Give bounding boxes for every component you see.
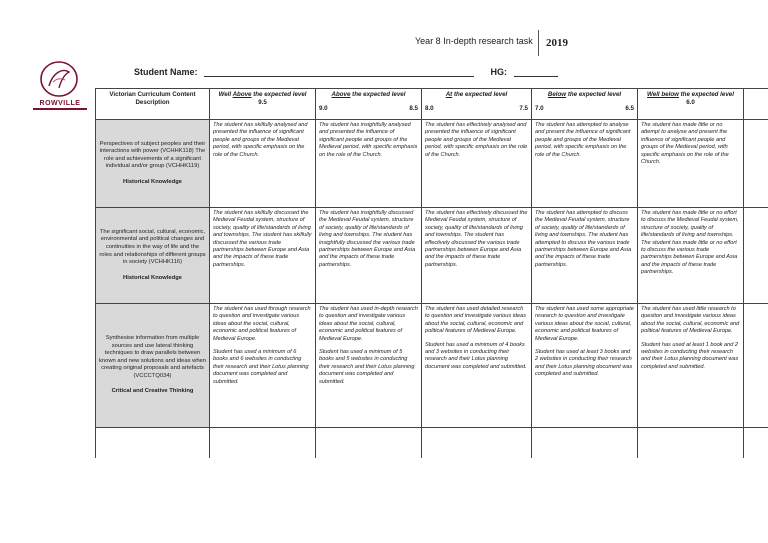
cut-off-cell bbox=[744, 428, 768, 458]
descriptor-cell bbox=[638, 304, 744, 428]
empty-cell bbox=[422, 428, 532, 458]
hg-label: HG: bbox=[490, 67, 508, 77]
descriptor-cell bbox=[316, 208, 422, 304]
level-emph: Above bbox=[331, 91, 351, 98]
level-header bbox=[316, 89, 422, 120]
level-header bbox=[532, 89, 638, 120]
level-emph: Well below bbox=[647, 91, 679, 98]
criterion-cell bbox=[96, 304, 210, 428]
header-title: Year 8 In-depth research task bbox=[415, 36, 533, 46]
criterion-category: Critical and Creative Thinking bbox=[111, 388, 194, 395]
level-header bbox=[638, 89, 744, 120]
header-year: 2019 bbox=[546, 37, 568, 49]
descriptor-cell bbox=[210, 304, 316, 428]
level-score: 9.0 bbox=[319, 104, 328, 112]
level-emph: Below bbox=[547, 91, 567, 98]
cut-off-column bbox=[744, 89, 768, 120]
level-suffix: the expected level bbox=[566, 91, 622, 98]
descriptor-cell bbox=[316, 120, 422, 208]
logo-text: ROWVILLE bbox=[39, 100, 81, 107]
descriptor-text: The student has used little research to question and investigate various ideas about the social, cultural, economic and political features of Medieval Europe. bbox=[641, 306, 740, 335]
level-suffix: the expected level bbox=[452, 91, 508, 98]
descriptor-text: The student has used through research to question and investigate various ideas about the social, cultural, economic and political features of Medieval Europe. bbox=[213, 306, 311, 342]
level-suffix: the expected level bbox=[251, 91, 307, 98]
descriptor-text: Student has used at least 1 book and 2 websites in conducting their research and their Lotus planning document was completed and submitted. bbox=[641, 341, 739, 370]
level-score: 7.5 bbox=[519, 104, 528, 112]
cut-off-cell bbox=[744, 120, 768, 208]
descriptor-text: Student has used a minimum of 5 books and 5 websites in conducting their research and their Lotus planning document was completed and submitted. bbox=[319, 349, 415, 385]
level-score: 6.5 bbox=[625, 104, 634, 112]
hg-field[interactable] bbox=[514, 66, 558, 77]
level-prefix: Well bbox=[218, 91, 233, 98]
level-header bbox=[422, 89, 532, 120]
level-emph: At bbox=[445, 91, 453, 98]
school-logo-icon bbox=[31, 58, 87, 100]
criterion-category: Historical Knowledge bbox=[123, 274, 182, 281]
descriptor-cell bbox=[532, 304, 638, 428]
descriptor-cell bbox=[532, 208, 638, 304]
descriptor-text: The student has attempted to discuss the Medieval Feudal system, structure of society, quality of life/standards of living and townships. The student has attempted to discuss the various trade partnerships between Europe and Asia and the impacts of these trade partnerships. bbox=[535, 210, 632, 268]
descriptor-text: The student has attempted to analyse and present the influence of significant people and groups of the Medieval period, with specific emphasis on the role of the Church. bbox=[535, 122, 631, 158]
level-header bbox=[210, 89, 316, 120]
descriptor-text: Student has used a minimum of 6 books and 6 websites in conducting their research and their Lotus planning document was completed and submitted. bbox=[213, 349, 309, 385]
level-suffix: the expected level bbox=[350, 91, 406, 98]
empty-cell bbox=[210, 428, 316, 458]
table-row bbox=[96, 208, 768, 304]
descriptor-text: The student has used detailed research to question and investigate various ideas about the social, cultural, economic and political features of Medieval Europe. bbox=[425, 306, 527, 335]
descriptor-text: The student has used in-depth research to question and investigate various ideas about the social, cultural, economic and political features of Medieval Europe. bbox=[319, 306, 418, 342]
criterion-cell bbox=[96, 120, 210, 208]
rubric-table bbox=[95, 88, 768, 458]
descriptor-text: The student has used some appropriate research to question and investigate various ideas about the social, cultural, economic and political features of Medieval Europe. bbox=[535, 306, 634, 342]
logo-underline bbox=[33, 108, 87, 110]
student-name-field[interactable] bbox=[204, 66, 474, 77]
level-score: 7.0 bbox=[535, 104, 544, 112]
descriptor-text: Student has used a minimum of 4 books and 3 websites in conducting their research and their Lotus planning document was completed and submitted. bbox=[425, 341, 527, 370]
descriptor-cell bbox=[210, 120, 316, 208]
student-name-label: Student Name: bbox=[134, 67, 198, 77]
descriptor-text: The student has insightfully analysed and presented the influence of significant people and groups of the Medieval period, with specific emphasis on the role of the Church. bbox=[319, 122, 418, 158]
criterion-cell bbox=[96, 208, 210, 304]
descriptor-cell bbox=[210, 208, 316, 304]
student-row bbox=[134, 66, 558, 77]
level-score: 8.0 bbox=[425, 104, 434, 112]
level-score: 6.0 bbox=[686, 98, 695, 106]
empty-cell bbox=[96, 428, 210, 458]
descriptor-text: The student has effectively analysed and presented the influence of significant people and groups of the Medieval period, with specific emphasis on the role of the Church. bbox=[425, 122, 528, 158]
descriptor-cell bbox=[422, 208, 532, 304]
criterion-text: Perspectives of subject peoples and their interactions with power (VCHHK118) The role and achievements of a significant individual and/or group (VCHHK119) bbox=[99, 140, 206, 170]
level-suffix: the expected level bbox=[678, 91, 734, 98]
criterion-category: Historical Knowledge bbox=[123, 178, 182, 185]
empty-cell bbox=[316, 428, 422, 458]
header-row bbox=[96, 89, 768, 120]
descriptor-cell bbox=[316, 304, 422, 428]
cut-off-cell bbox=[744, 208, 768, 304]
descriptor-cell bbox=[638, 208, 744, 304]
descriptor-cell bbox=[638, 120, 744, 208]
descriptor-text: Student has used at least 3 books and 2 websites in conducting their research and their Lotus planning document was completed and submitted. bbox=[535, 349, 633, 378]
criteria-header: Victorian Curriculum Content Description bbox=[96, 89, 210, 120]
criterion-text: Synthesise information from multiple sources and use lateral thinking techniques to draw parallels between known and new solutions and ideas when creating original proposals and artefacts (VCCCTQ034) bbox=[99, 334, 206, 379]
cut-off-cell bbox=[744, 304, 768, 428]
descriptor-text: The student has insightfully discussed the Medieval Feudal system, structure of society, quality of life/standards of living and townships. The student has insightfully discussed the various trade partnerships between Europe and Asia and the impacts of these trade partnerships. bbox=[319, 210, 416, 268]
descriptor-cell bbox=[532, 120, 638, 208]
header-divider bbox=[538, 30, 539, 56]
descriptor-text: The student has skilfully analysed and presented the influence of significant people and groups of the Medieval period, with specific emphasis on the role of the Church. bbox=[213, 122, 308, 158]
empty-cell bbox=[638, 428, 744, 458]
descriptor-text: The student has made little or no attempt to analyse and present the influence of significant people and groups of the Medieval period, with specific emphasis on the role of the Church. bbox=[641, 122, 729, 166]
table-row bbox=[96, 304, 768, 428]
table-row-continued bbox=[96, 428, 768, 458]
level-score: 8.5 bbox=[409, 104, 418, 112]
criterion-text: The significant social, cultural, economic, environmental and political changes and continuities in the way of life and the roles and relationships of different groups in society (VCHHK116) bbox=[99, 228, 206, 266]
level-emph: Above bbox=[232, 91, 252, 98]
table-row bbox=[96, 120, 768, 208]
empty-cell bbox=[532, 428, 638, 458]
descriptor-cell bbox=[422, 304, 532, 428]
descriptor-text: The student has made little or no effort to discuss the Medieval Feudal system, structure of society, quality of life/standards of living and townships. The student has made little or no effort to discuss the various trade partnerships between Europe and Asia and the impacts of these trade partnerships. bbox=[641, 210, 739, 276]
level-score: 9.5 bbox=[258, 98, 267, 106]
descriptor-text: The student has effectively discussed the Medieval Feudal system, structure of society, quality of life/standards of living and townships. The student has effectively discussed the various trade partnerships between Europe and Asia and the impacts of these trade partnerships. bbox=[425, 210, 528, 268]
descriptor-text: The student has skilfully discussed the Medieval Feudal system, structure of society, quality of life/standards of living and townships. The student has skilfully discussed the various trade partnerships between Europe and Asia and the impacts of these trade partnerships. bbox=[213, 210, 312, 268]
descriptor-cell bbox=[422, 120, 532, 208]
